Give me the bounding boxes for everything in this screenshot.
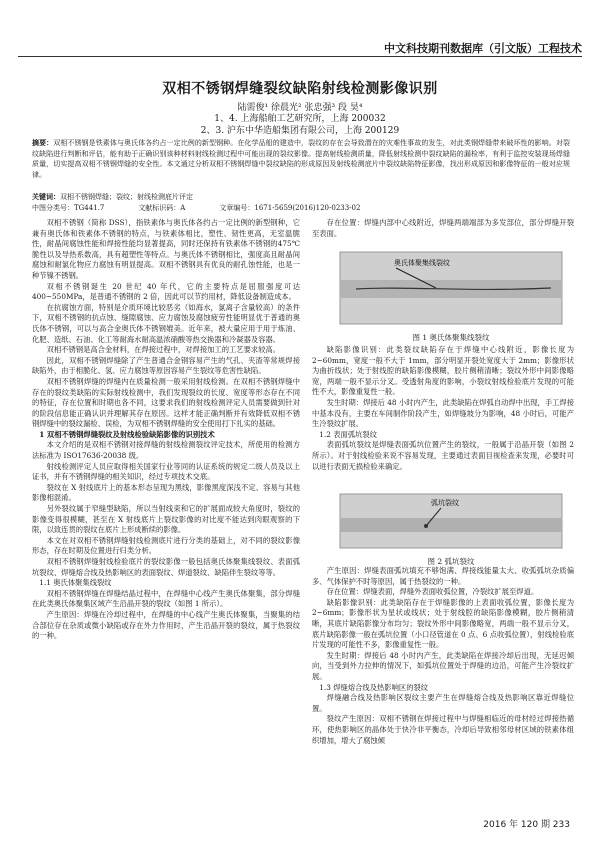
paragraph: 裂纹产生原因：双相不锈钢在焊接过程中与焊缝相临近的母材经过焊接热循环，使热影响区的晶体处于快冷非平衡态，冷却后导致相邻母材区域的铁素体组织增加，增大了腐蚀倾: [312, 714, 574, 745]
figure-2-label: 弧坑裂纹: [431, 499, 459, 507]
abstract-label: 摘要：: [32, 138, 54, 147]
subsection-heading-1-2: 1.2 表面弧坑裂纹: [319, 429, 378, 439]
left-column: [32, 218, 300, 642]
keywords-label: 关键词：: [32, 192, 60, 201]
figure-1-caption: 图 1 奥氏体聚集线裂纹: [412, 333, 490, 342]
paragraph: 表面弧坑裂纹是焊缝表面弧坑位置产生的裂纹，一般属于沿晶开裂（如图 2 所示）。对于射线检验来说不容易发现，主要通过表面目视检查来发现，必要时可以进行表面无损检验来确定。: [312, 440, 574, 471]
paragraph: 在抗腐蚀方面，特别是介质环境比较恶劣（如海水，氯离子含量较高）的条件下，双相不锈钢的抗点蚀、缝隙腐蚀、应力腐蚀及腐蚀疲劳性能明显优于普通的奥氏体不锈钢，可以与高合金奥氏体不锈钢媲美。近年来，被大量应用于用于炼油、化肥、造纸、石油、化工等耐海水耐高温浓硝酸等热交换器和冷凝器及容器。: [32, 302, 300, 344]
figure-1-label: 奥氏体聚集线裂纹: [394, 259, 450, 267]
paragraph: 裂纹在 X 射线底片上的基本形态呈现为黑线，影像黑度深浅不定、容易与其他影像相混淆。: [32, 482, 300, 503]
right-column-top: [312, 218, 574, 239]
class-number: 中图分类号：TG441.7: [32, 204, 105, 212]
figure-2-image: [326, 490, 576, 552]
journal-header: 中文科技期刊数据库（引文版）工程技术: [384, 42, 582, 55]
paragraph: 双相不锈钢诞生 20 世纪 40 年代，它的主要特点是屈服强度可达 400~550MPa，是普通不锈钢的 2 倍，因此可以节约用材，降低设备制造成本。: [32, 281, 300, 302]
article-title: 双相不锈钢焊缝裂纹缺陷射线检测影像识别: [162, 81, 438, 97]
paragraph: 本文介绍的是双相不锈钢对接焊缝的射线检测裂纹评定技术，所使用的检测方法标准为 ISO17636-20038 级。: [32, 440, 300, 461]
keywords: [32, 192, 570, 202]
header-rule: [18, 56, 582, 57]
paragraph: 发生时期：焊接后 48 小时内产生，此类缺陷在焊弧自动焊中出现，手工焊接中基本没有，主要在车间制作阶段产生，如焊缝坡分为影响，48 小时后，可能产生冷裂纹扩展。: [312, 397, 575, 429]
article-authors: 陆需俊¹ 徐晨光² 张忠强³ 段 昊⁴: [237, 103, 363, 113]
right-column-mid: [312, 345, 574, 472]
figure-2-caption: 图 2 弧坑裂纹: [427, 557, 475, 566]
classification-row: [32, 203, 570, 213]
paragraph: 缺陷影像识别：此类裂纹缺陷存在于焊缝中心线附近，影像长度为 2~60mm，宽度一般不大于 1mm，部分明显开裂处宽度大于 2mm；影像形状为曲折线状；处于射线腔的缺陷影像模糊，胶片侧稍清晰；裂纹外形中间影像略宽，两端一般不显示分叉。受透射角度的影响，小裂纹射线检验底片发现的可能性不大，影像重复性一般。: [312, 345, 574, 397]
affiliation-2: 2、3. 沪东中华造船集团有限公司，上海 200129: [200, 126, 400, 136]
paragraph: 另外裂纹属于窄缝型缺陷，所以当射线束和它的扩展面成较大角度时，裂纹的影像变得很模糊，甚至在 X 射线底片上裂纹影像的对比度不能达到肉眼观察的下限，以致连贯的裂纹在底片上形成断续的影像。: [32, 504, 300, 535]
abstract-text: 双相不锈钢是铁素体与奥氏体各约占一定比例的新型钢种。在化学品船的建造中，裂纹的存在会导致潜在的灾难性事故的发生，对此类钢焊缝带来破坏性的影响。对裂纹缺陷进行判断和评估，能有助于正确识别该种材料射线检测过程中可能出现的裂纹影像。提高射线检测质量，降低射线检测中裂纹缺陷的漏检率，有利于监控安装现场焊缝质量，切实提高双相不锈钢焊缝的安全性。本文通过分析双相不锈钢焊缝中裂纹缺陷的形成原因及射线检测底片中裂纹缺陷特征影像，找出形成原因和影像特征的一般对应规律。: [32, 139, 571, 179]
figure-2: [326, 490, 576, 567]
paragraph: 产生原因：焊缝表面弧坑填充不够饱满、焊接线能量太大、收弧弧坑杂质偏多、气体保护不时等原因，属于热裂纹的一种。: [312, 566, 574, 586]
paragraph: 双相不锈钢（简称 DSS），指铁素体与奥氏体各约占一定比例的新型钢种，它兼有奥氏体和铁素体不锈钢的特点，与铁素体相比，塑性、韧性更高，无室温脆性，耐晶间腐蚀性能和焊接性能均显著提高，同时还保持有铁素体不锈钢的475℃脆性以及导热系数高，具有超塑性等特点。与奥氏体不锈钢相比，强度高且耐晶间腐蚀和耐氯化物应力腐蚀有明显提高。双相不锈钢具有优良的耐孔蚀性能，也是一种节镍不锈钢。: [32, 218, 300, 280]
paragraph: 双相不锈钢是高合金材料，在焊接过程中，对焊接加工的工艺要求较高。: [46, 345, 281, 355]
keywords-text: 双相不锈钢焊缝；裂纹；射线检测底片评定: [60, 193, 193, 201]
abstract: [32, 138, 570, 180]
paragraph: 产生原因：焊缝在冷却过程中，在焊缝的中心线产生奥氏体聚集，当聚集的结合部位存在杂质或微小缺陷或存在外力作用时，产生沿晶开裂的裂纹，属于热裂纹的一种。: [32, 609, 300, 641]
paragraph: 发生时期：焊接后 48 小时内产生，此类缺陷在焊接冷却后出现，无延迟倾向，当受到外力拉伸的情况下，如弧坑位置处于焊缝的边沿，可能产生冷裂纹扩展。: [312, 650, 574, 681]
right-column-bottom: [312, 566, 574, 746]
subsection-heading-1-3: 1.3 焊缝熔合线及热影响区的裂纹: [319, 682, 429, 692]
page-footer: 2016 年 120 期 233: [483, 820, 570, 830]
paragraph: 存在位置：焊缝表面，焊缝外表面收弧位置，冷裂纹扩展至焊道。: [326, 587, 539, 597]
crater-crack-mark: [424, 524, 428, 528]
figure-1-image: [326, 248, 576, 328]
paragraph: 本文在对双相不锈钢焊缝射线检测底片进行分类的基础上，对不同的裂纹影像形态，存在时期及位置进行归类分析。: [32, 535, 300, 556]
paragraph: 双相不锈钢焊缝的焊缝内在质量检测一般采用射线检测。在双相不锈钢焊缝中存在的裂纹类缺陷的实际射线检测中，我们发现裂纹的长度、宽度等形态存在不同的特征，存在位置和时期也各不同，这要求我们的射线检测评定人员需要做到针对的阶段信息能正确认识并理解其存在原因。这样才能正确判断并有效降低双相不锈钢焊缝中的裂纹漏检、误检，为双相不锈钢焊缝的安全使用打下扎实的基础。: [32, 376, 300, 429]
paragraph: 因此，双相不锈钢焊缝除了产生普通合金钢容易产生的气孔、夹渣等常规焊接缺陷外，由于相脆化、氢、应力腐蚀等原因容易产生裂纹等危害性缺陷。: [32, 355, 300, 376]
affiliation-1: 1、4. 上海船舶工艺研究所，上海 200032: [214, 114, 386, 124]
figure-1: [326, 248, 576, 343]
paragraph: 焊缝融合线及热影响区裂纹主要产生在焊缝熔合线及热影响区靠近焊缝位置。: [312, 693, 574, 713]
paragraph: 存在位置：焊缝内部中心线附近，焊缝两端端部为多发部位，部分焊缝开裂至表面。: [312, 218, 574, 238]
subsection-heading-1-1: 1.1 奥氏体聚集线裂纹: [39, 578, 112, 588]
paragraph: 双相不锈钢焊缝射线检验底片的裂纹影像一般包括奥氏体聚集线裂纹、表面弧坑裂纹、焊缝熔合线及热影响区的表面裂纹、焊道裂纹、缺陷伴生裂纹等等。: [32, 557, 300, 577]
weld-band: [340, 518, 562, 532]
paragraph: 射线检测评定人员应取得相关国家行业等同的认证系统的规定二级人员及以上证书，并有不锈钢焊缝的相关知识，经过专项技术交底。: [32, 461, 300, 482]
paragraph: 双相不锈钢焊缝在焊缝结晶过程中，在焊缝中心线产生奥氏体聚集，部分焊缝在此类奥氏体聚集区域产生沿晶开裂的裂纹（如图 1 所示）。: [32, 588, 300, 609]
paragraph: 缺陷影像识别：此类缺陷存在于焊缝影像的上表面收弧位置，影像长度为 2~6mm；影像形状为星状或线状；处于射线腔的缺陷影像模糊，胶片侧稍清晰，其底片缺陷影像分布均匀；裂纹外形中间影像略宽，两端一般不显示分叉，底片缺陷影像一般在弧坑位置（小口径管道在 0 点、6 点收弧位置），射线检验底片发现的可能性不多，影像重复性一般。: [312, 597, 574, 650]
section-heading-1: 1 双相不锈钢焊缝裂纹及射线检验缺陷影像的识别技术: [39, 429, 215, 439]
document-code: 文献标识码：A: [138, 204, 186, 212]
article-number: 文章编号：1671-5659(2016)120-0233-02: [219, 204, 361, 212]
